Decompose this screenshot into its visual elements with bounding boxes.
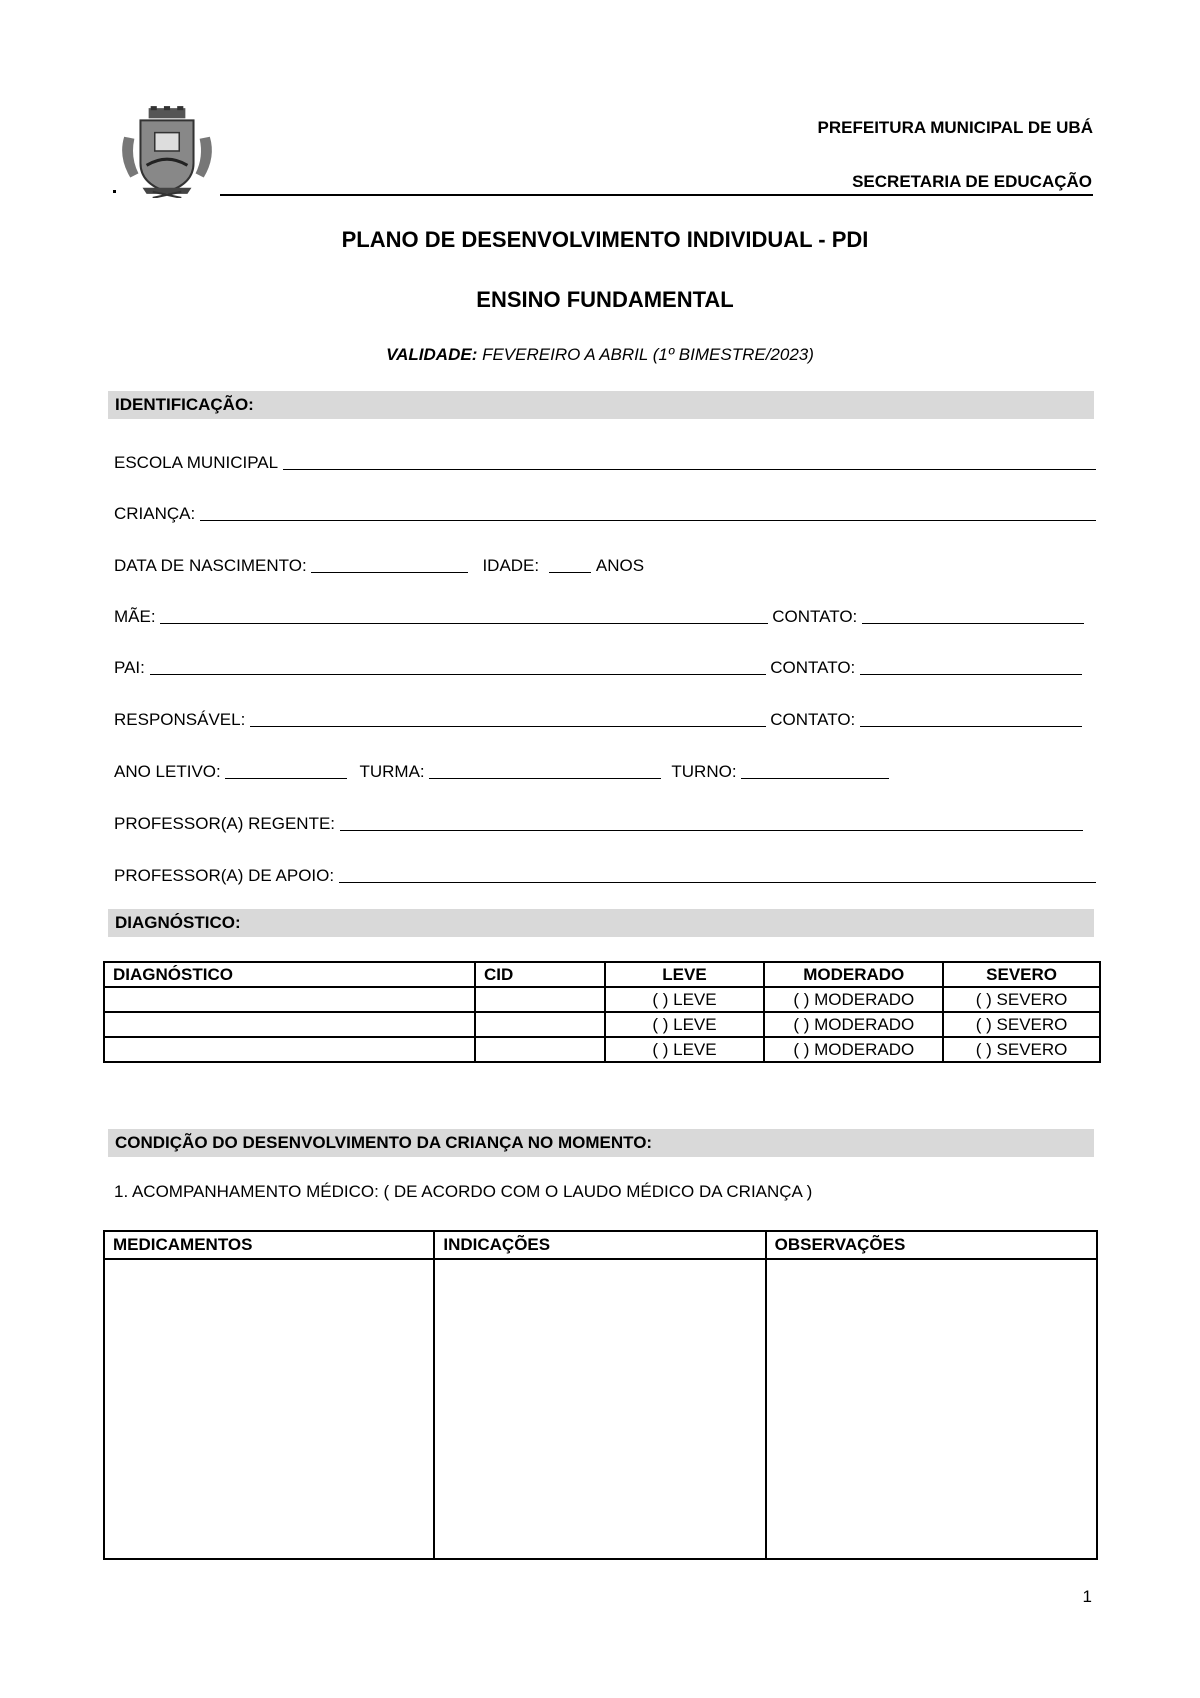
moderate-checkbox[interactable]: ( ) MODERADO — [764, 987, 943, 1012]
father-input-line[interactable] — [150, 656, 766, 675]
table-row — [104, 987, 1100, 1012]
guardian-field — [114, 704, 1082, 730]
development-header: CONDIÇÃO DO DESENVOLVIMENTO DA CRIANÇA NO MOMENTO: — [108, 1129, 1094, 1157]
class-label: TURMA: — [359, 762, 425, 781]
cid-cell[interactable] — [475, 1012, 605, 1037]
mild-col-header: LEVE — [605, 962, 765, 987]
document-title: PLANO DE DESENVOLVIMENTO INDIVIDUAL - PDI — [341, 227, 869, 252]
diagnosis-header: DIAGNÓSTICO: — [108, 909, 1094, 937]
mother-label: MÃE: — [114, 607, 156, 626]
severe-checkbox[interactable]: ( ) SEVERO — [943, 987, 1100, 1012]
header-rule — [220, 194, 1093, 196]
diagnosis-cell[interactable] — [104, 1012, 475, 1037]
school-input-line[interactable] — [283, 451, 1096, 470]
school-field — [114, 447, 1096, 473]
birth-label: DATA DE NASCIMENTO: — [114, 556, 307, 575]
header-dot — [113, 190, 116, 193]
school-year-label: ANO LETIVO: — [114, 762, 221, 781]
mild-checkbox[interactable]: ( ) LEVE — [605, 1037, 765, 1062]
guardian-label: RESPONSÁVEL: — [114, 710, 246, 729]
mild-checkbox[interactable]: ( ) LEVE — [605, 1012, 765, 1037]
table-row — [104, 1012, 1100, 1037]
mother-contact-input-line[interactable] — [862, 605, 1084, 624]
mild-checkbox[interactable]: ( ) LEVE — [605, 987, 765, 1012]
birth-input-line[interactable] — [311, 554, 468, 573]
regent-teacher-input-line[interactable] — [340, 812, 1083, 831]
class-input-line[interactable] — [429, 760, 661, 779]
validity-line — [0, 345, 1200, 365]
shift-input-line[interactable] — [741, 760, 889, 779]
support-teacher-input-line[interactable] — [339, 864, 1096, 883]
age-input-line[interactable] — [549, 554, 591, 573]
father-contact-label: CONTATO: — [770, 658, 856, 677]
severe-checkbox[interactable]: ( ) SEVERO — [943, 1037, 1100, 1062]
guardian-input-line[interactable] — [250, 708, 765, 727]
validity-value: FEVEREIRO A ABRIL (1º BIMESTRE/2023) — [477, 345, 814, 364]
validity-label: VALIDADE: — [386, 345, 478, 364]
severe-col-header: SEVERO — [943, 962, 1100, 987]
father-field — [114, 652, 1082, 678]
indications-col-header: INDICAÇÕES — [434, 1231, 765, 1259]
diagnosis-cell[interactable] — [104, 987, 475, 1012]
shift-label: TURNO: — [671, 762, 737, 781]
medical-followup-heading: 1. ACOMPANHAMENTO MÉDICO: ( DE ACORDO COM O LAUDO MÉDICO DA CRIANÇA ) — [114, 1182, 813, 1201]
medications-cell[interactable] — [104, 1259, 434, 1559]
diagnosis-table — [103, 961, 1101, 1063]
regent-teacher-field — [114, 808, 1083, 834]
father-label: PAI: — [114, 658, 145, 677]
document-subtitle: ENSINO FUNDAMENTAL — [476, 287, 734, 312]
observations-cell[interactable] — [766, 1259, 1097, 1559]
regent-teacher-label: PROFESSOR(A) REGENTE: — [114, 814, 336, 833]
mother-field — [114, 601, 1084, 627]
medication-table-header — [104, 1231, 1097, 1259]
cid-col-header: CID — [475, 962, 605, 987]
diagnosis-col-header: DIAGNÓSTICO — [104, 962, 475, 987]
age-label: IDADE: — [482, 556, 540, 575]
moderate-checkbox[interactable]: ( ) MODERADO — [764, 1012, 943, 1037]
medications-col-header: MEDICAMENTOS — [104, 1231, 434, 1259]
school-year-field — [114, 756, 1096, 782]
indications-cell[interactable] — [434, 1259, 765, 1559]
guardian-contact-input-line[interactable] — [860, 708, 1082, 727]
org-department: SECRETARIA DE EDUCAÇÃO — [852, 172, 1092, 191]
municipal-coat-of-arms-icon — [116, 106, 218, 198]
mother-contact-label: CONTATO: — [772, 607, 858, 626]
child-label: CRIANÇA: — [114, 504, 196, 523]
moderate-col-header: MODERADO — [764, 962, 943, 987]
school-label: ESCOLA MUNICIPAL — [114, 453, 279, 472]
org-name: PREFEITURA MUNICIPAL DE UBÁ — [817, 118, 1093, 137]
moderate-checkbox[interactable]: ( ) MODERADO — [764, 1037, 943, 1062]
diagnosis-table-header — [104, 962, 1100, 987]
guardian-contact-label: CONTATO: — [770, 710, 856, 729]
age-unit: ANOS — [595, 556, 645, 575]
cid-cell[interactable] — [475, 987, 605, 1012]
cid-cell[interactable] — [475, 1037, 605, 1062]
observations-col-header: OBSERVAÇÕES — [766, 1231, 1097, 1259]
support-teacher-label: PROFESSOR(A) DE APOIO: — [114, 866, 335, 885]
mother-input-line[interactable] — [160, 605, 767, 624]
school-year-input-line[interactable] — [225, 760, 347, 779]
table-row — [104, 1259, 1097, 1559]
medication-table — [103, 1230, 1098, 1560]
child-field — [114, 498, 1096, 524]
support-teacher-field — [114, 860, 1096, 886]
father-contact-input-line[interactable] — [860, 656, 1082, 675]
table-row — [104, 1037, 1100, 1062]
child-input-line[interactable] — [200, 502, 1096, 521]
page-number: 1 — [1082, 1587, 1092, 1606]
severe-checkbox[interactable]: ( ) SEVERO — [943, 1012, 1100, 1037]
identification-header: IDENTIFICAÇÃO: — [108, 391, 1094, 419]
diagnosis-cell[interactable] — [104, 1037, 475, 1062]
birth-age-field — [114, 550, 1096, 576]
